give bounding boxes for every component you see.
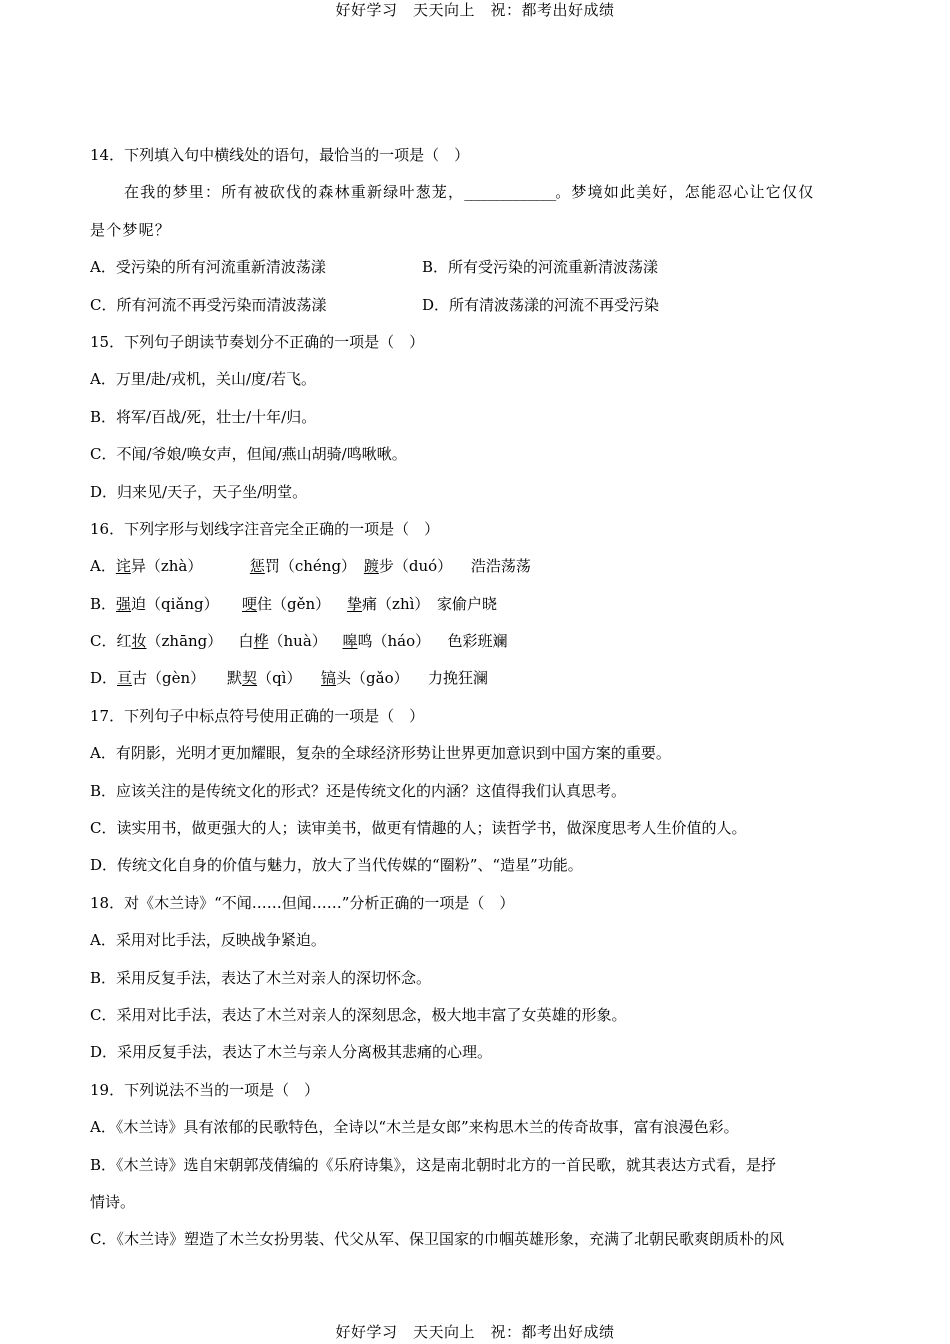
item-text: （huà）	[268, 632, 327, 651]
q14-option-b: B．所有受污染的河流重新清波荡漾	[422, 258, 659, 277]
q14-options-row-2	[90, 292, 862, 329]
item-text: 痛（zhì）	[362, 594, 430, 613]
q16-stem: 16．下列字形与划线字注音完全正确的一项是（ ）	[90, 519, 440, 538]
q16-option-item	[227, 665, 321, 702]
q18-option-b: B．采用反复手法，表达了木兰对亲人的深切怀念。	[90, 968, 432, 987]
underlined-char: 妆	[131, 632, 147, 651]
item-text: （zhāng）	[146, 632, 223, 651]
underlined-char: 踱	[363, 557, 379, 576]
page-footer: 好好学习 天天向上 祝：都考出好成绩	[335, 1323, 615, 1341]
q16-option-label: D．	[90, 669, 118, 688]
item-text: 步（duó）	[378, 557, 453, 576]
item-text: 异（zhà）	[130, 557, 203, 576]
underlined-char: 诧	[115, 557, 131, 576]
q14-blank: ______________	[464, 183, 556, 202]
item-prefix: 白	[238, 632, 254, 651]
item-text: （qì）	[257, 669, 302, 688]
q19-stem: 19．下列说法不当的一项是（ ）	[90, 1080, 320, 1099]
q16-option-item	[437, 591, 497, 628]
page-header: 好好学习 天天向上 祝：都考出好成绩	[335, 1, 615, 19]
underlined-char: 惩	[249, 557, 265, 576]
q18-option-c: C．采用对比手法，表达了木兰对亲人的深刻思念，极大地丰富了女英雄的形象。	[90, 1005, 627, 1024]
q16-option-a	[90, 553, 862, 590]
q19-option-b: B．《木兰诗》选自宋朝郭茂倩编的《乐府诗集》，这是南北朝时北方的一首民歌，就其表达方式看，是抒	[90, 1155, 777, 1174]
q14-option-a: A．受污染的所有河流重新清波荡漾	[90, 258, 326, 277]
q16-option-item	[347, 591, 437, 628]
q18-option-d: D．采用反复手法，表达了木兰与亲人分离极其悲痛的心理。	[90, 1043, 493, 1062]
item-text: 家偷户晓	[437, 594, 498, 613]
q15-option-d: D．归来见/天子，天子坐/明堂。	[90, 482, 308, 501]
q17-option-a: A．有阴影，光明才更加耀眼，复杂的全球经济形势让世界更加意识到中国方案的重要。	[90, 744, 671, 763]
item-prefix: 红	[116, 632, 132, 651]
q16-option-item	[116, 553, 250, 590]
q14-passage-line-2: 是个梦呢？	[90, 220, 172, 239]
q16-option-item	[342, 628, 447, 665]
q16-option-item	[116, 628, 238, 665]
underlined-char: 挚	[347, 594, 363, 613]
q16-option-d	[90, 665, 862, 702]
q19-option-b-continued: 情诗。	[90, 1192, 136, 1211]
underlined-char: 嗥	[342, 632, 358, 651]
q19-option-c: C．《木兰诗》塑造了木兰女扮男装、代父从军、保卫国家的巾帼英雄形象，充满了北朝民歌爽朗质朴的风	[90, 1230, 784, 1249]
q17-option-d: D．传统文化自身的价值与魅力，放大了当代传媒的“圈粉”、“造星”功能。	[90, 856, 583, 875]
q16-option-item	[250, 553, 364, 590]
q14-stem: 14．下列填入句中横线处的语句，最恰当的一项是（ ）	[90, 146, 470, 164]
item-text: 头（gǎo）	[336, 669, 409, 688]
q16-option-item	[471, 553, 531, 590]
item-prefix: 默	[227, 669, 243, 688]
underlined-char: 镐	[321, 669, 337, 688]
underlined-char: 契	[242, 669, 258, 688]
q16-option-item	[428, 665, 488, 702]
q15-option-b: B．将军/百战/死，壮士/十年/归。	[90, 407, 317, 426]
q14-option-c: C．所有河流不再受污染而清波荡漾	[90, 295, 327, 314]
item-text: 古（gèn）	[132, 669, 206, 688]
item-text: 罚（chéng）	[264, 557, 357, 576]
q14-passage-part-2: 。梦境如此美好，怎能忍心让它仅仅	[555, 183, 815, 202]
q16-option-label: A．	[90, 557, 116, 576]
item-text: 迫（qiǎng）	[131, 594, 219, 613]
q18-option-a: A．采用对比手法，反映战争紧迫。	[90, 931, 326, 950]
q19-option-a: A．《木兰诗》具有浓郁的民歌特色，全诗以“木兰是女郎”来构思木兰的传奇故事，富有浪漫色彩。	[90, 1118, 739, 1137]
q16-option-label: C．	[90, 632, 117, 651]
q14-option-d: D．所有清波荡漾的河流不再受污染	[422, 295, 660, 314]
q17-stem: 17．下列句子中标点符号使用正确的一项是（ ）	[90, 706, 425, 725]
q14-options-row-1	[90, 254, 862, 291]
underlined-char: 哽	[242, 594, 258, 613]
underlined-char: 强	[116, 594, 132, 613]
q16-option-b	[90, 591, 862, 628]
q14-passage-part-1: 在我的梦里：所有被砍伐的森林重新绿叶葱茏，	[124, 183, 465, 202]
q17-option-b: B．应该关注的是传统文化的形式？还是传统文化的内涵？这值得我们认真思考。	[90, 781, 627, 800]
item-text: 色彩班斓	[447, 632, 508, 651]
q17-option-c: C．读实用书，做更强大的人；读审美书，做更有情趣的人；读哲学书，做深度思考人生价值的人。	[90, 819, 747, 838]
q16-option-item	[447, 628, 507, 665]
q16-option-label: B．	[90, 594, 117, 613]
q15-option-c: C．不闻/爷娘/唤女声，但闻/燕山胡骑/鸣啾啾。	[90, 445, 407, 464]
item-text: 鸣（háo）	[357, 632, 431, 651]
q16-option-item	[242, 591, 347, 628]
underlined-char: 亘	[117, 669, 133, 688]
q16-option-item	[117, 665, 227, 702]
item-text: 住（gěn）	[257, 594, 331, 613]
q18-stem: 18．对《木兰诗》“不闻……但闻……”分析正确的一项是（ ）	[90, 893, 515, 912]
q15-stem: 15．下列句子朗读节奏划分不正确的一项是（ ）	[90, 332, 425, 351]
q16-option-item	[116, 591, 242, 628]
underlined-char: 桦	[253, 632, 269, 651]
q16-option-item	[364, 553, 471, 590]
q16-option-item	[321, 665, 428, 702]
item-text: 浩浩荡荡	[470, 557, 531, 576]
q14-passage-line-1	[90, 179, 862, 216]
item-text: 力挽狂澜	[428, 669, 489, 688]
q16-option-item	[238, 628, 342, 665]
q16-option-c	[90, 628, 862, 665]
question-content	[90, 142, 862, 1264]
q15-option-a: A．万里/赴/戎机，关山/度/若飞。	[90, 370, 317, 389]
